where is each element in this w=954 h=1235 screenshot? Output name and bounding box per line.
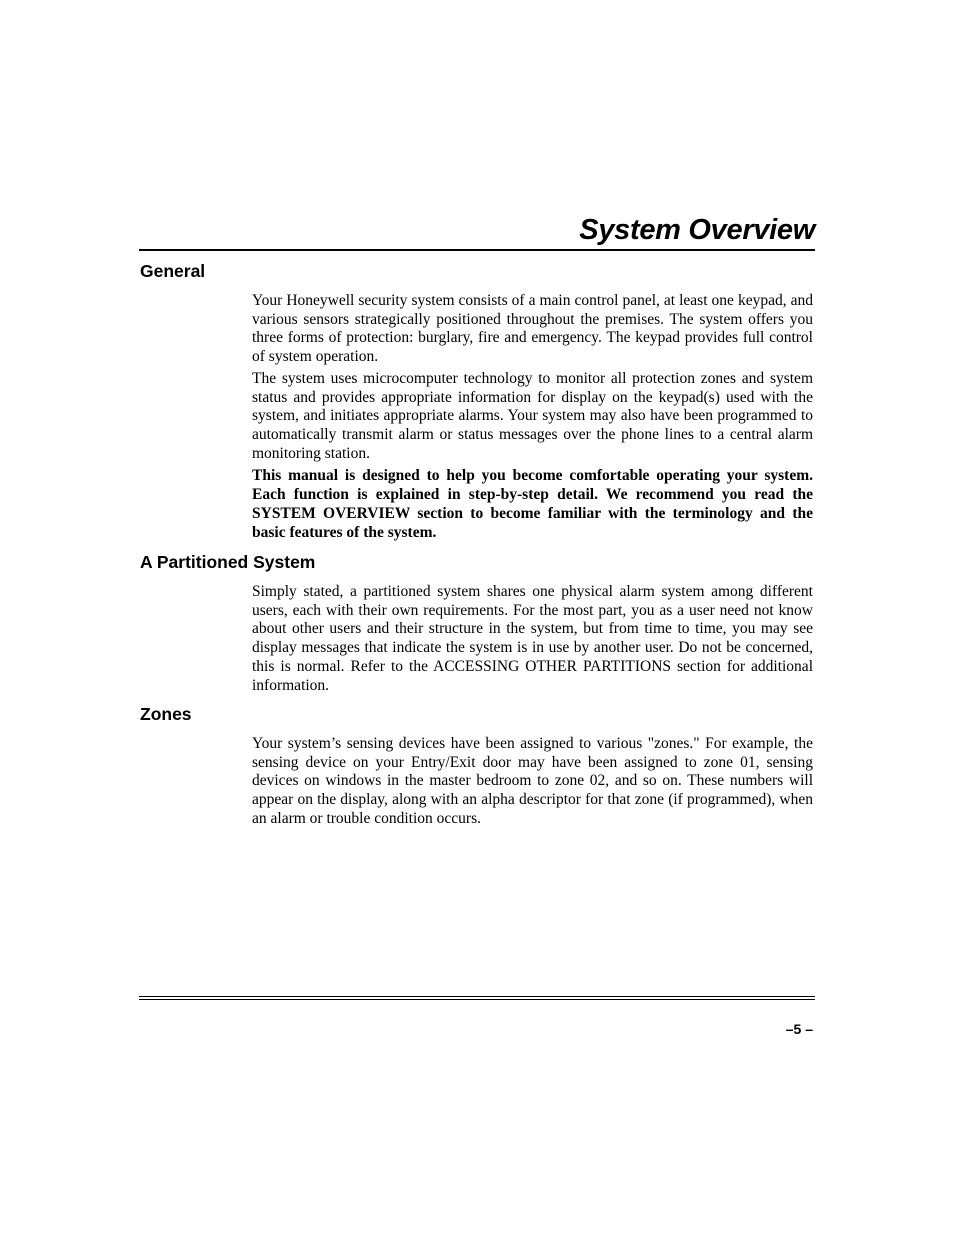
footer-divider-top [139,996,815,997]
paragraph: Your system’s sensing devices have been assigned to various "zones." For example, the sensing device on your Entry/Exit door may have been assigned to zone 01, sensing devices on windows in the master bedroom to zone 02, and so on. These numbers will appear on the display, along with an alpha descriptor for that zone (if programmed), when an alarm or trouble condition occurs. [252,735,813,827]
paragraph: Simply stated, a partitioned system shares one physical alarm system among different users, each with their own requirements. For the most part, you as a user need not know about other users and their structure in the system, but from time to time, you may see display messages that indicate the system is in use by another user. Do not be concerned, this is normal. Refer to the ACCESSING OTHER PARTITIONS section for additional information. [252,583,813,694]
section-body-partitioned-system [252,583,813,698]
section-heading-general: General [140,261,206,281]
section-body-zones [252,735,813,832]
page-title: System Overview [579,214,815,246]
title-divider [139,249,815,251]
paragraph-emphasis: This manual is designed to help you become comfortable operating your system. Each function is explained in step-by-step detail. We recommend you read the SYSTEM OVERVIEW section to become familiar with the terminology and the basic features of the system. [252,467,813,542]
footer-divider-bottom [139,999,815,1000]
page-number: –5 – [785,1021,813,1037]
section-heading-zones: Zones [140,704,192,724]
paragraph: Your Honeywell security system consists of a main control panel, at least one keypad, and various sensors strategically positioned throughout the premises. The system offers you three forms of protection: burglary, fire and emergency. The keypad provides full control of system operation. [252,292,813,366]
section-heading-partitioned-system: A Partitioned System [140,552,316,572]
paragraph: The system uses microcomputer technology to monitor all protection zones and system status and provides appropriate information for display on the keypad(s) used with the system, and initiates appropriate alarms. Your system may also have been programmed to automatically transmit alarm or status messages over the phone lines to a central alarm monitoring station. [252,369,813,462]
section-body-general [252,292,813,545]
